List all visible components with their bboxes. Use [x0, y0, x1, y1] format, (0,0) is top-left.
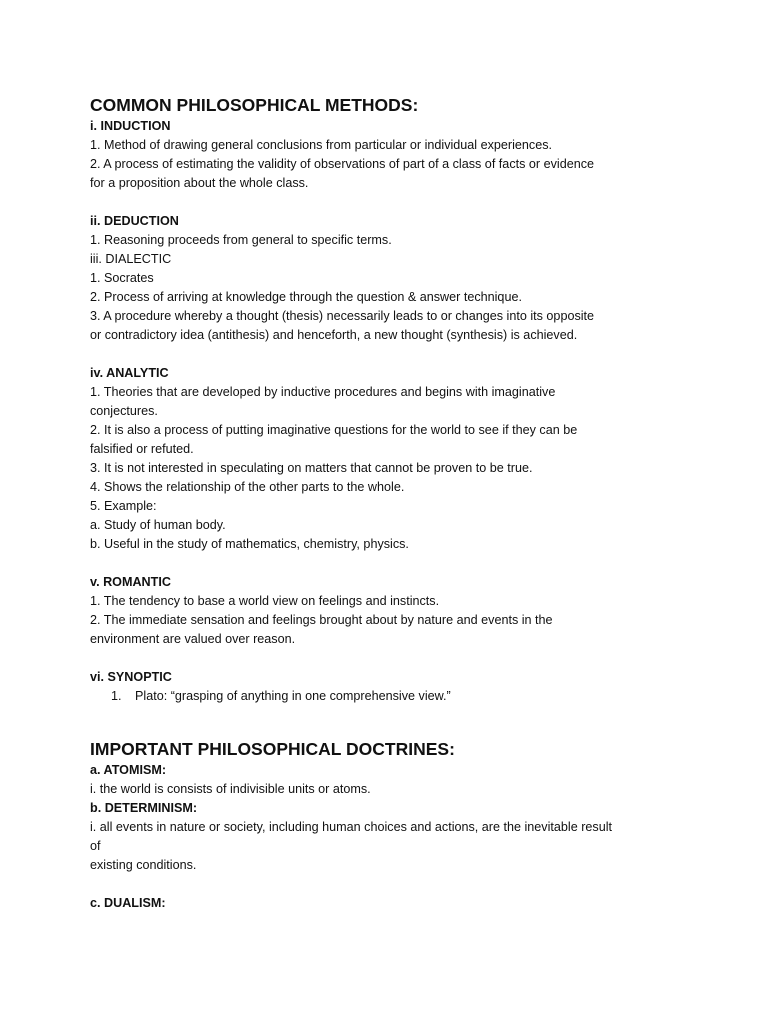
list-item: 2. It is also a process of putting imaginative questions for the world to see if they can be: [90, 423, 578, 437]
list-item: 4. Shows the relationship of the other parts to the whole.: [90, 480, 405, 494]
heading-dialectic: iii. DIALECTIC: [90, 252, 172, 266]
list-item: 1. Socrates: [90, 271, 154, 285]
blank-line: [90, 649, 680, 668]
heading-analytic: iv. ANALYTIC: [90, 366, 169, 380]
list-item: environment are valued over reason.: [90, 632, 296, 646]
list-item: or contradictory idea (antithesis) and henceforth, a new thought (synthesis) is achieved.: [90, 328, 578, 342]
blank-line: [90, 706, 680, 725]
list-item: falsified or refuted.: [90, 442, 194, 456]
heading-determinism: b. DETERMINISM:: [90, 801, 198, 815]
section-title-methods: COMMON PHILOSOPHICAL METHODS:: [90, 95, 419, 115]
list-text: Plato: “grasping of anything in one comprehensive view.”: [135, 689, 451, 703]
list-item: existing conditions.: [90, 858, 197, 872]
blank-line: [90, 725, 680, 737]
list-item: [90, 687, 680, 706]
list-item: of: [90, 839, 101, 853]
heading-atomism: a. ATOMISM:: [90, 763, 167, 777]
blank-line: [90, 345, 680, 364]
heading-synoptic: vi. SYNOPTIC: [90, 670, 172, 684]
list-item: b. Useful in the study of mathematics, chemistry, physics.: [90, 537, 409, 551]
list-item: 1. The tendency to base a world view on feelings and instincts.: [90, 594, 440, 608]
list-item: 2. Process of arriving at knowledge through the question & answer technique.: [90, 290, 522, 304]
list-item: i. the world is consists of indivisible units or atoms.: [90, 782, 371, 796]
list-item: 2. A process of estimating the validity of observations of part of a class of facts or evidence: [90, 157, 595, 171]
section-title-doctrines: IMPORTANT PHILOSOPHICAL DOCTRINES:: [90, 739, 455, 759]
list-item: 5. Example:: [90, 499, 157, 513]
heading-induction: i. INDUCTION: [90, 119, 171, 133]
list-item: 2. The immediate sensation and feelings brought about by nature and events in the: [90, 613, 553, 627]
heading-romantic: v. ROMANTIC: [90, 575, 171, 589]
list-item: 1. Theories that are developed by inductive procedures and begins with imaginative: [90, 385, 556, 399]
list-number: 1.: [111, 689, 122, 703]
blank-line: [90, 193, 680, 212]
list-item: conjectures.: [90, 404, 158, 418]
list-item: a. Study of human body.: [90, 518, 226, 532]
list-item: for a proposition about the whole class.: [90, 176, 309, 190]
list-item: 3. It is not interested in speculating on matters that cannot be proven to be true.: [90, 461, 533, 475]
list-item: 1. Method of drawing general conclusions from particular or individual experiences.: [90, 138, 553, 152]
list-item: i. all events in nature or society, including human choices and actions, are the inevitable result: [90, 820, 613, 834]
heading-deduction: ii. DEDUCTION: [90, 214, 179, 228]
list-item: 1. Reasoning proceeds from general to specific terms.: [90, 233, 392, 247]
blank-line: [90, 554, 680, 573]
heading-dualism: c. DUALISM:: [90, 896, 166, 910]
list-item: 3. A procedure whereby a thought (thesis) necessarily leads to or changes into its opposite: [90, 309, 595, 323]
document-content: [90, 93, 680, 913]
blank-line: [90, 875, 680, 894]
